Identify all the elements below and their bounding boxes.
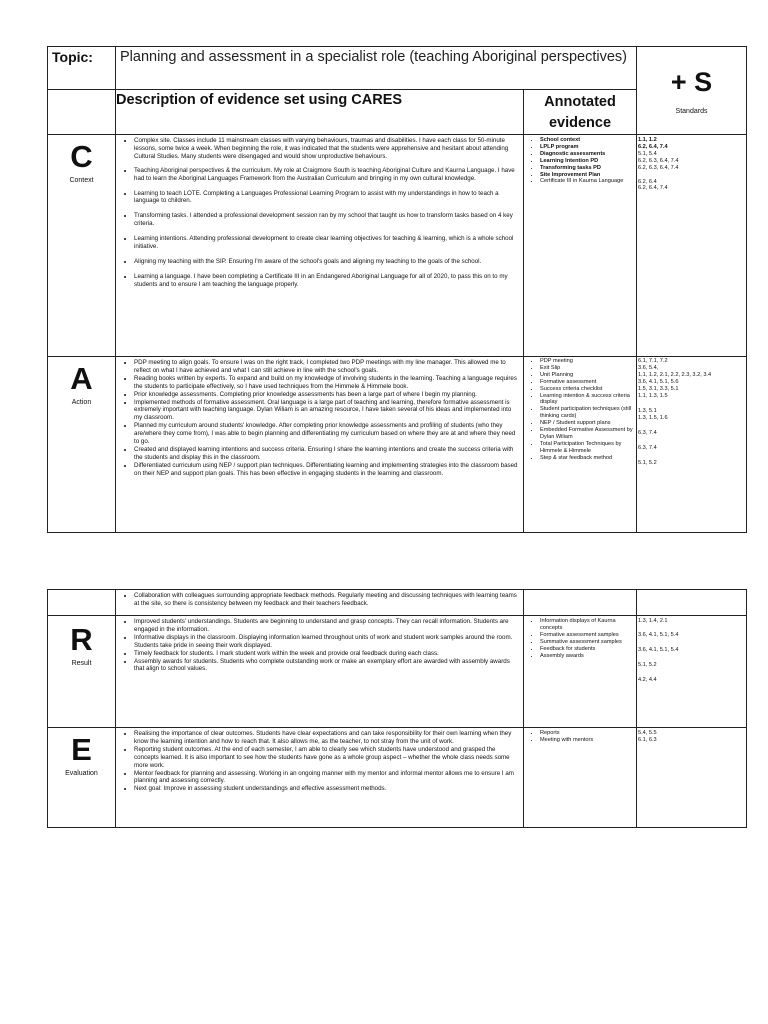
result-standards [637, 616, 747, 728]
annotated-item: • Diagnostic assessments [540, 151, 634, 158]
annotated-item: • LPLP program [540, 144, 634, 151]
action-annotated [524, 357, 637, 533]
context-label: Context [69, 177, 94, 184]
standards-label: Standards [675, 107, 708, 115]
context-letter-cell [48, 135, 116, 357]
standard-ref: 1.3, 1.5, 1.6 [638, 415, 668, 422]
standard-ref: 6.1, 6.3 [638, 736, 657, 743]
standard-spacer [638, 669, 745, 677]
result-evidence [116, 616, 524, 728]
standard-ref: 1.1, 1.2 [638, 137, 657, 143]
standard-ref: 5.1, 5.2 [638, 661, 657, 668]
annotated-item: • Unit Planning [540, 372, 634, 379]
standard-ref: 1.3, 5.1 [638, 408, 657, 415]
standard-ref: 3.6, 4.1, 5.1, 5.4 [638, 646, 679, 653]
continuation-annotated [524, 590, 637, 616]
evidence-item: • Teaching Aboriginal perspectives & the curriculum. My role at Craigmore South is teaching Aboriginal Culture and Kaurna Language. I have had to learn the Aboriginal Languages Framework from the Australian Curriculum and bringing in my own cultural knowledge. [134, 167, 519, 183]
standard-ref: 6.2, 6.3, 6.4, 7.4 [638, 157, 679, 164]
evaluation-letter-cell [48, 728, 116, 828]
standard-ref: 4.2, 4.4 [638, 676, 657, 683]
annotated-item: • Assembly awards [540, 653, 634, 660]
continuation-evidence [116, 590, 524, 616]
standard-ref: 1.1, 1.3, 1.5 [638, 392, 668, 399]
result-letter-cell [48, 616, 116, 728]
evidence-item: • Collaboration with colleagues surrounding appropriate feedback methods. Regularly meeting and discussing techniques with learning teams at the site, so there is consistency between my feedback and their teachers feedback. [134, 592, 519, 608]
context-standards [637, 135, 747, 357]
plus-s-heading: + S [670, 66, 713, 97]
standard-ref: 6.1, 7.1, 7.2 [638, 358, 668, 364]
standard-ref: 5.4, 5.5 [638, 730, 657, 736]
evaluation-standards [637, 728, 747, 828]
annotated-header: Annotated evidence [524, 90, 637, 135]
annotated-item: • Embedded Formative Assessment by Dylan Wiliam [540, 427, 634, 441]
action-letter-cell [48, 357, 116, 533]
standard-ref: 6.2, 6.4, 7.4 [638, 143, 668, 150]
evidence-item: • Aligning my teaching with the SIP. Ensuring I'm aware of the school's goals and aligning my teaching to the goals of the school. [134, 258, 519, 266]
letter-r: R [70, 622, 93, 657]
annotated-item: • Meeting with mentors [540, 737, 634, 744]
result-label: Result [71, 660, 92, 667]
standard-ref: 1.3, 1.4, 2.1 [638, 618, 668, 624]
annotated-item: • Learning intention & success criteria display [540, 393, 634, 407]
evidence-item: • Learning intentions. Attending professional development to create clear learning objectives for teaching & learning, which is a whole school initiative. [134, 235, 519, 251]
row-context [48, 135, 747, 357]
annotated-item: • Feedback for students [540, 646, 634, 653]
evidence-item: • Mentor feedback for planning and assessing. Working in an ongoing manner with my mentor and informal mentor allows me to ensure I am planning and assessing correctly. [134, 770, 519, 786]
action-standards [637, 357, 747, 533]
context-evidence [116, 135, 524, 357]
topic-text: Planning and assessment in a specialist role (teaching Aboriginal perspectives) [116, 47, 637, 90]
row-continuation [48, 590, 747, 616]
annotated-item: • School context [540, 137, 634, 144]
annotated-item: • Certificate III in Kaurna Language [540, 178, 634, 185]
cares-table-page-1 [47, 46, 747, 533]
context-annotated [524, 135, 637, 357]
evidence-item: • Assembly awards for students. Students who complete outstanding work or make an exemplary effort are awarded with assembly awards that align to school values. [134, 658, 519, 674]
letter-e: E [71, 732, 92, 767]
annotated-item: • Formative assessment samples [540, 632, 634, 639]
annotated-item: • Formative assessment [540, 379, 634, 386]
evidence-item: • Next goal: Improve in assessing student understandings and effective assessment methods. [134, 785, 519, 793]
standard-ref: 1.1, 1.2, 2.1, 2.2, 2.3, 3.2, 3.4 [638, 371, 712, 378]
cares-table-page-2 [47, 589, 747, 828]
header-blank [48, 90, 116, 135]
evaluation-evidence [116, 728, 524, 828]
evidence-item: • Reporting student outcomes. At the end of each semester, I am able to clearly see which students have understood and grasped the concepts learned. It is also important to see how the students have gone as a whole group aspect – whether the whole class needs some more work. [134, 746, 519, 770]
standard-spacer [638, 452, 745, 460]
evidence-item: • Prior knowledge assessments. Completing prior knowledge assessments has been a large part of where I begin my planning. [134, 391, 519, 399]
annotated-item: • Exit Slip [540, 365, 634, 372]
evidence-item: • Differentiated curriculum using NEP / support plan techniques. Differentiating learning and implementing strategies into the classroom based on their NEP and support plan goals. This has been effective in engaging students in the learning and classroom. [134, 462, 519, 478]
letter-c: C [70, 139, 93, 174]
row-result [48, 616, 747, 728]
evidence-item: • Improved students' understandings. Students are beginning to understand and grasp concepts. They can recall information. Students are engaged in the information. [134, 618, 519, 634]
annotated-item: • Summative assessment samples [540, 639, 634, 646]
standard-spacer [638, 399, 745, 408]
annotated-item: • Site Improvement Plan [540, 172, 634, 179]
annotated-item: • NEP / Student support plans [540, 420, 634, 427]
result-annotated [524, 616, 637, 728]
annotated-item: • Step & star feedback method [540, 455, 634, 462]
annotated-item: • PDP meeting [540, 358, 634, 365]
letter-a: A [70, 361, 93, 396]
annotated-item: • Transforming tasks PD [540, 165, 634, 172]
standard-spacer [638, 639, 745, 647]
annotated-item: • Learning Intention PD [540, 158, 634, 165]
evaluation-label: Evaluation [65, 770, 98, 777]
topic-row [48, 47, 747, 90]
description-header: Description of evidence set using CARES [116, 90, 524, 135]
evidence-item: • Learning to teach LOTE. Completing a Languages Professional Learning Program to assist with my understandings in how to teach a language to children. [134, 190, 519, 206]
action-label: Action [71, 399, 92, 406]
row-action [48, 357, 747, 533]
annotated-item: • Success criteria checklist [540, 386, 634, 393]
standard-ref: 5.1, 5.4 [638, 150, 657, 157]
standard-ref: 1.5, 3.1, 3.3, 5.1 [638, 385, 679, 392]
standard-ref: 3.6, 5.4, [638, 364, 659, 371]
annotated-item: • Total Participation Techniques by Himmele & Himmele [540, 441, 634, 455]
standard-ref: 6.2, 6.4, 7.4 [638, 185, 668, 192]
evidence-item: • Complex site. Classes include 11 mainstream classes with varying behaviours, traumas and disabilities. I have each class for 50-minute lessons, some twice a week. When beginning the role, it was indicated that the students were apprehensive and hesitant about attending Cultural Studies. Many students were disengaged and would show unproductive behaviours. [134, 137, 519, 161]
evidence-item: • Implemented methods of formative assessment. Oral language is a large part of teaching and learning, therefore formative assessment is extremely important with teaching language. Dylan Wiliam is an amazing resource, I have taken several of his ideas and implemented into my classroom. [134, 399, 519, 423]
standard-ref: 6.3, 7.4 [638, 445, 657, 452]
evidence-item: • Planned my curriculum around students' knowledge. After completing prior knowledge assessments and profiling of students (who they are/where they come from), I was able to begin planning and differentiating my curriculum based on where they are at and where they need to go. [134, 422, 519, 446]
evidence-item: • Reading books written by experts. To expand and build on my knowledge of involving students in the learning. Teaching a language requires the students to participate effectively, so I have used techniques from the Himmele & Himmele book. [134, 375, 519, 391]
plus-s-cell [637, 47, 747, 135]
evaluation-annotated [524, 728, 637, 828]
evidence-item: • Realising the importance of clear outcomes. Students have clear expectations and can take responsibility for their own learning when they know the learning intention and how to reach that. It also allows me, as the teacher, to not stray from the unit of work. [134, 730, 519, 746]
evidence-item: • Learning a language. I have been completing a Certificate III in an Endangered Aboriginal Language for all of 2020, to pass this on to my students and to ensure I am teaching the language properly. [134, 273, 519, 289]
continuation-standards [637, 590, 747, 616]
standard-ref: 6.3, 7.4 [638, 430, 657, 437]
standard-ref: 6.2, 6.3, 6.4, 7.4 [638, 164, 679, 171]
standard-spacer [638, 422, 745, 430]
standard-ref: 3.6, 4.1, 5.1, 5.6 [638, 378, 679, 385]
continuation-blank [48, 590, 116, 616]
evidence-item: • Informative displays in the classroom. Displaying information learned throughout units of work and student work samples around the room. Students take pride in seeing their work displayed. [134, 634, 519, 650]
standard-ref: 6.2, 6.4 [638, 178, 657, 185]
annotated-item: • Student participation techniques (still thinking cards) [540, 406, 634, 420]
annotated-item: • Reports [540, 730, 634, 737]
row-evaluation [48, 728, 747, 828]
annotated-item: • Information displays of Kaurna concepts [540, 618, 634, 632]
standard-spacer [638, 654, 745, 662]
action-evidence [116, 357, 524, 533]
evidence-item: • PDP meeting to align goals. To ensure I was on the right track, I completed two PDP meetings with my line manager. This allowed me to reflect on what I have achieved and what I can still achieve in line with the school's goals. [134, 359, 519, 375]
topic-label: Topic: [48, 47, 116, 90]
standard-ref: 3.6, 4.1, 5.1, 5.4 [638, 631, 679, 638]
evidence-item: • Created and displayed learning intentions and success criteria. Ensuring I share the learning intentions and create the success criteria with the students and display this in the classroom. [134, 446, 519, 462]
standard-spacer [638, 625, 745, 632]
standard-spacer [638, 172, 745, 179]
standard-ref: 5.1, 5.2 [638, 460, 657, 467]
evidence-item: • Timely feedback for students. I mark student work within the week and provide oral feedback during each class. [134, 650, 519, 658]
standard-spacer [638, 437, 745, 445]
evidence-item: • Transforming tasks. I attended a professional development session ran by my school that taught us how to transform tasks based on 4 key criteria. [134, 212, 519, 228]
